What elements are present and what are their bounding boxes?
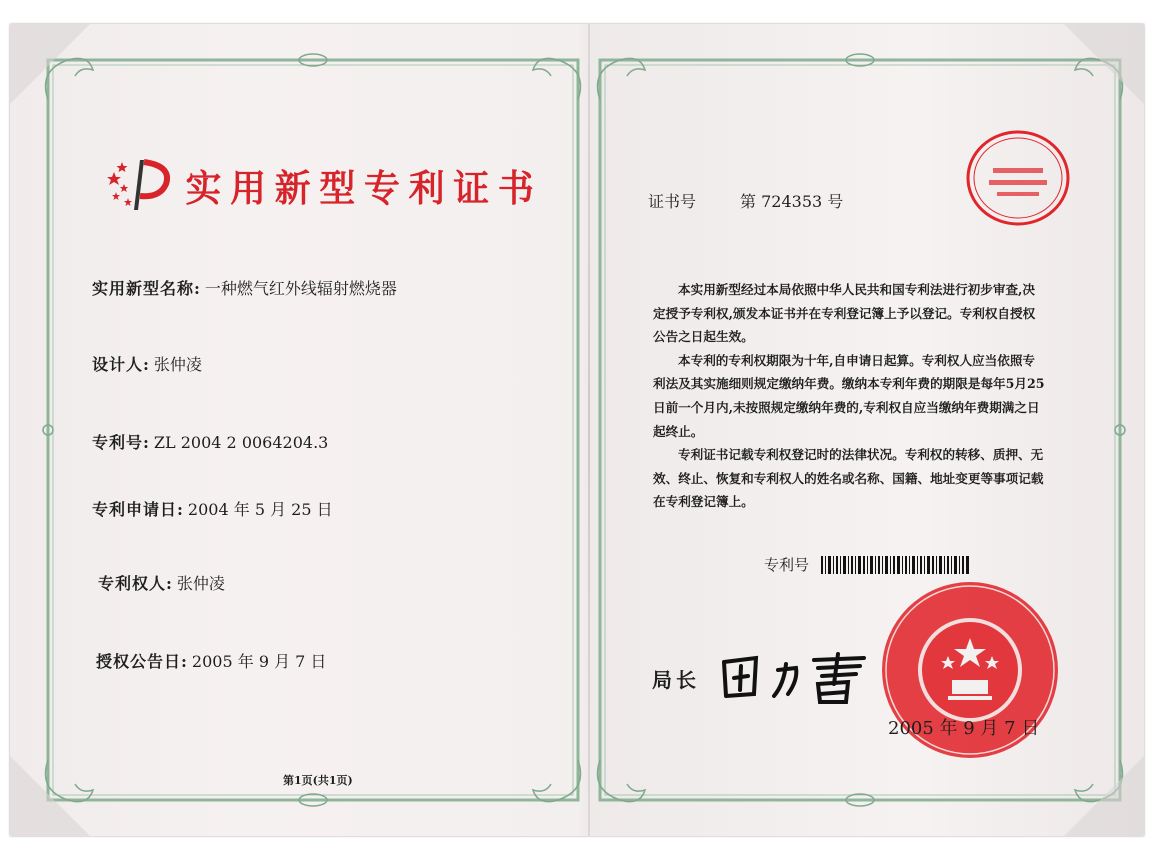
field-grant-date (96, 649, 326, 672)
patent-office-logo-icon (104, 152, 174, 218)
certificate-number (648, 189, 843, 212)
director-signature-row (652, 650, 874, 706)
certificate-title-block (104, 150, 548, 220)
field-value: 2005 年 9 月 7 日 (191, 652, 327, 671)
field-patent-number (92, 430, 328, 453)
page-fold (588, 24, 590, 836)
field-designer (92, 352, 202, 375)
field-value: 一种燃气红外线辐射燃烧器 (204, 279, 397, 298)
field-application-date (92, 497, 333, 520)
barcode-label: 专利号 (764, 556, 810, 574)
body-paragraph: 本实用新型经过本局依照中华人民共和国专利法进行初步审查,决定授予专利权,颁发本证书并在专利登记簿上予以登记。专利权自授权公告之日起生效。 (653, 282, 1036, 345)
certificate-body (653, 278, 1047, 514)
certificate-title: 实用新型专利证书 (185, 166, 543, 210)
cert-no-label: 证书号 (648, 192, 697, 211)
field-value: 2004 年 5 月 25 日 (187, 500, 333, 519)
field-label: 专利号: (92, 433, 150, 452)
field-value: 张仲凌 (176, 574, 225, 593)
field-value: 张仲凌 (153, 355, 202, 374)
director-label: 局长 (652, 667, 700, 692)
field-model-name (92, 276, 397, 299)
tax-stamp (963, 128, 1073, 228)
field-label: 设计人: (92, 355, 150, 374)
director-signature (714, 650, 874, 706)
field-value: ZL 2004 2 0064204.3 (153, 433, 329, 452)
field-label: 实用新型名称: (92, 279, 201, 298)
cert-no-value: 第 724353 号 (740, 192, 844, 211)
body-paragraph: 专利证书记载专利权登记时的法律状况。专利权的转移、质押、无效、终止、恢复和专利权人的姓名或名称、国籍、地址变更等事项记载在专利登记簿上。 (653, 447, 1044, 510)
field-label: 专利申请日: (92, 500, 184, 519)
barcode-row (764, 554, 969, 575)
field-label: 专利权人: (98, 574, 173, 593)
page-number: 第1页(共1页) (283, 774, 353, 787)
field-patentee (98, 571, 225, 594)
body-paragraph: 本专利的专利权期限为十年,自申请日起算。专利权人应当依照专利法及其实施细则规定缴纳年费。缴纳本专利年费的期限是每年5月25日前一个月内,未按照规定缴纳年费的,专利权自应当缴纳年费期满之日起终止。 (653, 352, 1045, 439)
field-label: 授权公告日: (96, 652, 188, 671)
barcode-icon (821, 556, 969, 574)
issue-date: 2005 年 9 月 7 日 (888, 718, 1040, 739)
